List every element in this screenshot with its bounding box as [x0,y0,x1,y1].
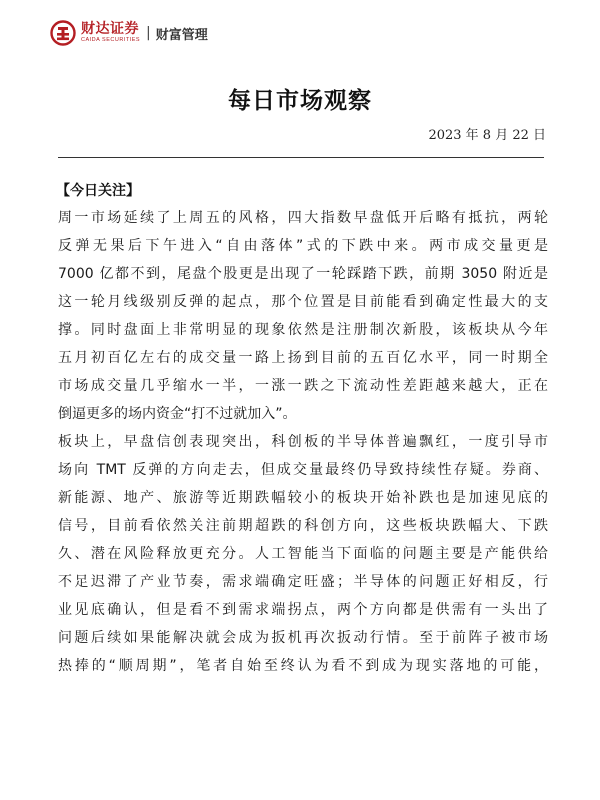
caida-logo-icon [50,20,76,46]
document-date: 2023 年 8 月 22 日 [428,128,546,143]
paragraph-line: 7000 亿都不到，尾盘个股更是出现了一轮踩踏下跌，前期 3050 附近是 [58,266,548,282]
department-name: 财富管理 [155,27,208,43]
page-header [50,18,208,48]
paragraph-line: 板块上，早盘信创表现突出，科创板的半导体普遍飘红，一度引导市 [58,434,548,450]
paragraph-line: 周一市场延续了上周五的风格，四大指数早盘低开后略有抵抗，两轮 [58,210,548,226]
paragraph-line: 新能源、地产、旅游等近期跌幅较小的板块开始补跌也是加速见底的 [58,490,548,506]
paragraph-line: 这一轮月线级别反弹的起点，那个位置是目前能看到确定性最大的支 [58,294,548,310]
paragraph-line: 问题后续如果能解决就会成为扳机再次扳动行情。至于前阵子被市场 [58,630,548,646]
paragraph-line: 场向 TMT 反弹的方向走去，但成交量最终仍导致持续性存疑。券商、 [58,462,548,478]
paragraph-line: 不足迟滞了产业节奏，需求端确定旺盛；半导体的问题正好相反，行 [58,574,548,590]
paragraph-line: 久、潜在风险释放更充分。人工智能当下面临的问题主要是产能供给 [58,546,548,562]
paragraph-line: 信号，目前看依然关注前期超跌的科创方向，这些板块跌幅大、下跌 [58,518,548,534]
document-title: 每日市场观察 [228,88,372,114]
paragraph-line: 业见底确认，但是看不到需求端拐点，两个方向都是供需有一头出了 [58,602,548,618]
paragraph-line: 热捧的“顺周期”，笔者自始至终认为看不到成为现实落地的可能， [58,658,548,674]
title-divider [58,157,544,158]
paragraph-line: 撑。同时盘面上非常明显的现象依然是注册制次新股，该板块从今年 [58,322,548,338]
paragraph-line: 市场成交量几乎缩水一半，一涨一跌之下流动性差距越来越大，正在 [58,378,548,394]
article-body [58,204,548,680]
section-title: 【今日关注】 [56,183,140,199]
paragraph-line: 反弹无果后下午进入“自由落体”式的下跌中来。两市成交量更是 [58,238,548,254]
paragraph-line: 五月初百亿左右的成交量一路上扬到目前的五百亿水平，同一时期全 [58,350,548,366]
brand-name-en: CAIDA SECURITIES [81,37,141,44]
brand-name-cn: 财达证券 [81,21,139,38]
paragraph-line: 倒逼更多的场内资金“打不过就加入”。 [58,406,297,422]
brand-divider: | [146,25,151,41]
brand-name [81,22,140,44]
